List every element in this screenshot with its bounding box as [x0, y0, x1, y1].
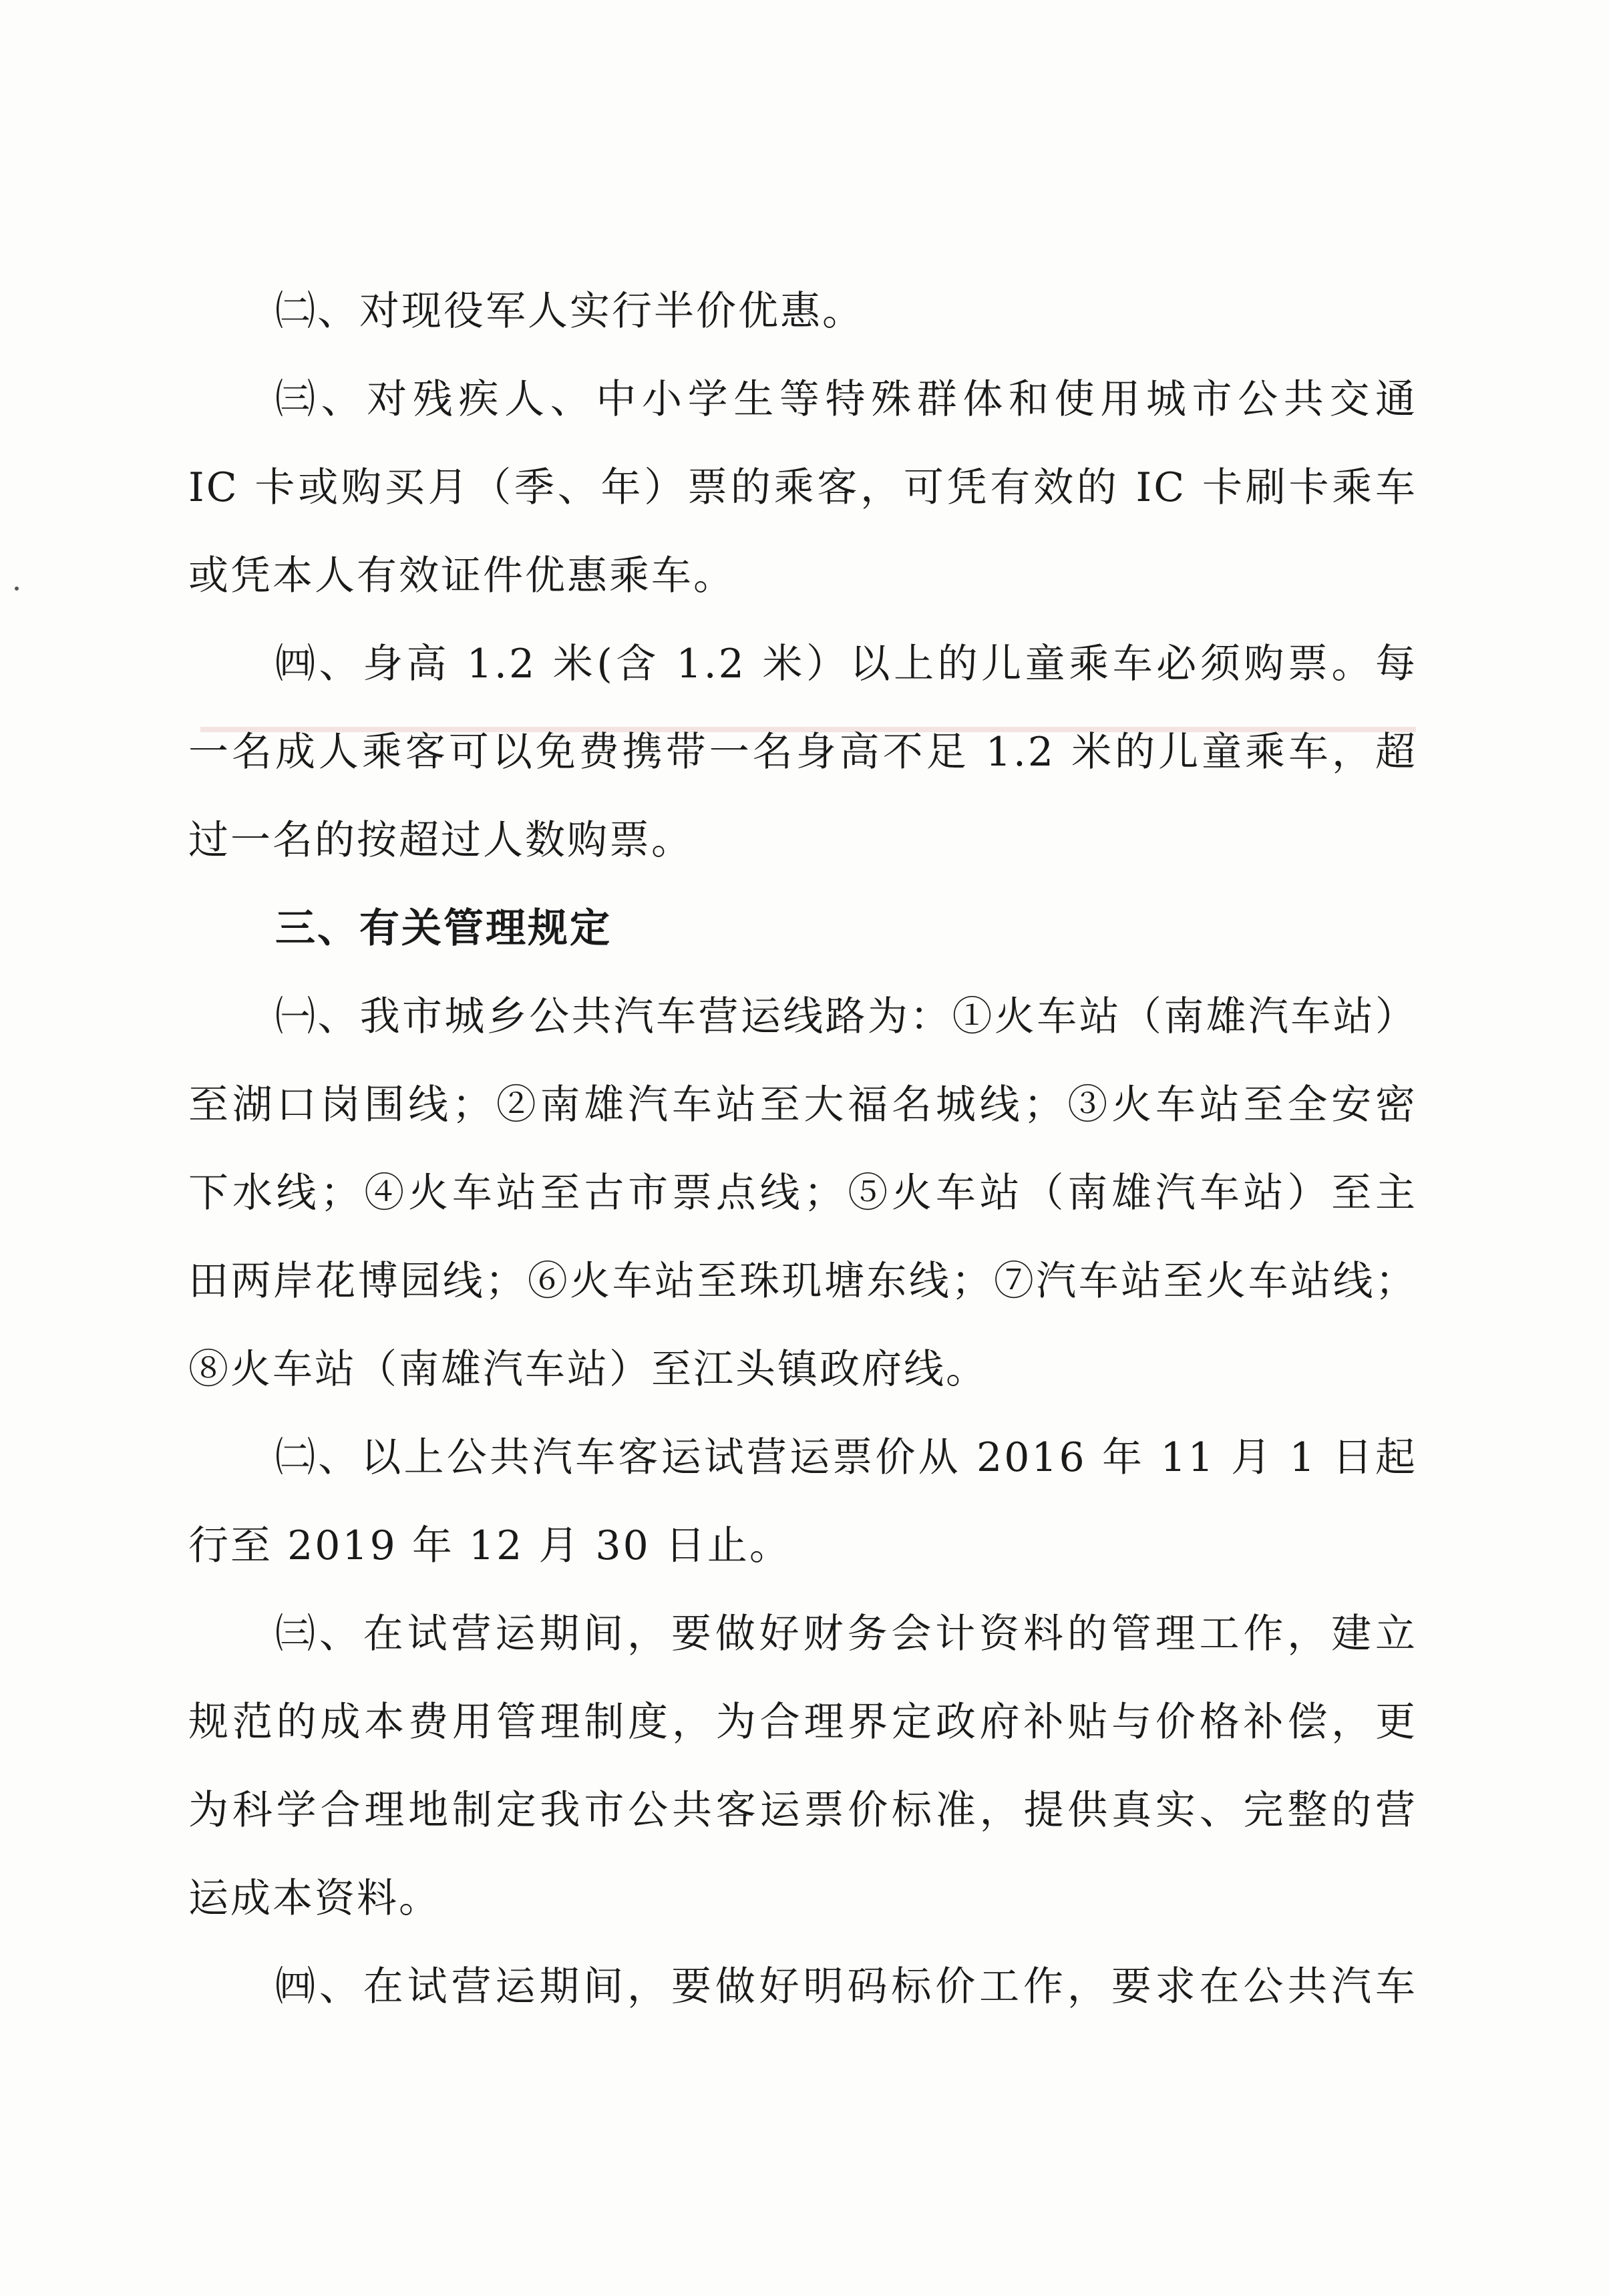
text-line: 行至 2019 年 12 月 30 日止。	[188, 1522, 791, 1569]
text-line: 一名成人乘客可以免费携带一名身高不足 1.2 米的儿童乘车，超	[188, 729, 1417, 776]
text-line: 运成本资料。	[188, 1875, 441, 1922]
text-line: ㈢、在试营运期间，要做好财务会计资料的管理工作，建立	[275, 1611, 1417, 1657]
text-line: ㈡、以上公共汽车客运试营运票价从 2016 年 11 月 1 日起	[275, 1434, 1417, 1481]
text-line: IC 卡或购买月（季、年）票的乘客，可凭有效的 IC 卡刷卡乘车	[188, 464, 1417, 511]
body-text	[188, 267, 1417, 2031]
text-line: 为科学合理地制定我市公共客运票价标准，提供真实、完整的营	[188, 1787, 1417, 1834]
text-line: 至湖口岗围线；②南雄汽车站至大福名城线；③火车站至全安密	[188, 1082, 1417, 1128]
text-line: 或凭本人有效证件优惠乘车。	[188, 552, 735, 599]
text-line: ⑧火车站（南雄汽车站）至江头镇政府线。	[188, 1346, 988, 1393]
text-line: 田两岸花博园线；⑥火车站至珠玑塘东线；⑦汽车站至火车站线；	[188, 1258, 1417, 1305]
text-line: ㈡、对现役军人实行半价优惠。	[275, 288, 864, 335]
section-heading: 三、有关管理规定	[275, 905, 612, 952]
text-line: ㈣、在试营运期间，要做好明码标价工作，要求在公共汽车	[275, 1963, 1417, 2010]
text-line: 下水线；④火车站至古市票点线；⑤火车站（南雄汽车站）至主	[188, 1170, 1417, 1216]
text-line: ㈣、身高 1.2 米(含 1.2 米）以上的儿童乘车必须购票。每	[275, 641, 1417, 687]
text-line: 规范的成本费用管理制度，为合理界定政府补贴与价格补偿，更	[188, 1699, 1417, 1746]
text-line: ㈢、对残疾人、中小学生等特殊群体和使用城市公共交通	[275, 376, 1417, 423]
text-line: ㈠、我市城乡公共汽车营运线路为：①火车站（南雄汽车站）	[275, 993, 1417, 1040]
scan-speck	[15, 587, 19, 591]
text-line: 过一名的按超过人数购票。	[188, 817, 693, 864]
